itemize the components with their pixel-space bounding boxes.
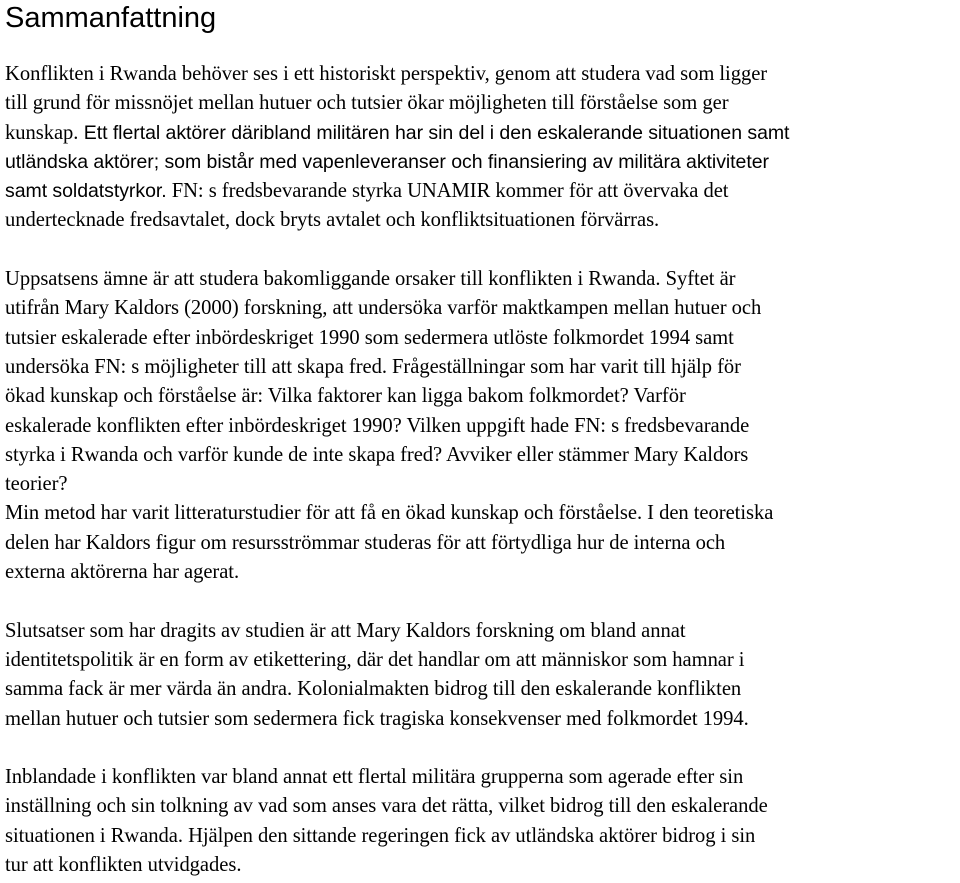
text-line: Slutsatser som har dragits av studien är att Mary Kaldors forskning om bland annat xyxy=(5,619,686,642)
text-line xyxy=(5,119,955,148)
text-line: ökad kunskap och förståelse är: Vilka faktorer kan ligga bakom folkmordet? Varför xyxy=(5,385,686,408)
paragraph-2 xyxy=(5,265,955,587)
text-line: Min metod har varit litteraturstudier för att få en ökad kunskap och förståelse. I den teoretiska xyxy=(5,502,774,525)
text-line xyxy=(5,177,955,206)
text-line: utländska aktörer; som bistår med vapenleveranser och finansiering av militära aktiviteter xyxy=(5,150,769,173)
text-line: teorier? xyxy=(5,473,68,496)
text-line: styrka i Rwanda och varför kunde de inte skapa fred? Avviker eller stämmer Mary Kaldors xyxy=(5,443,749,466)
document-body xyxy=(5,60,955,880)
text-line: situationen i Rwanda. Hjälpen den sittande regeringen fick av utländska aktörer bidrog i sin xyxy=(5,824,756,847)
text-run: samt soldatstyrkor. xyxy=(5,180,167,203)
text-line: externa aktörerna har agerat. xyxy=(5,561,240,584)
text-line: Uppsatsens ämne är att studera bakomliggande orsaker till konflikten i Rwanda. Syftet är xyxy=(5,268,736,291)
paragraph-spacer xyxy=(5,587,955,616)
text-line: undersöka FN: s möjligheter till att skapa fred. Frågeställningar som har varit till hjälp för xyxy=(5,355,741,378)
paragraph-1 xyxy=(5,60,955,236)
paragraph-3 xyxy=(5,617,955,734)
text-line: identitetspolitik är en form av etikettering, där det handlar om att människor som hamnar i xyxy=(5,648,745,671)
text-line: inställning och sin tolkning av vad som anses vara det rätta, vilket bidrog till den eskalerande xyxy=(5,795,768,818)
paragraph-spacer xyxy=(5,734,955,763)
text-line: till grund för missnöjet mellan hutuer och tutsier ökar möjligheten till förståelse som ger xyxy=(5,92,729,115)
text-run: kunskap. xyxy=(5,121,79,144)
text-line: delen har Kaldors figur om resursströmmar studeras för att förtydliga hur de interna och xyxy=(5,531,726,554)
text-line: eskalerade konflikten efter inbördeskriget 1990? Vilken uppgift hade FN: s fredsbevarande xyxy=(5,414,750,437)
paragraph-spacer xyxy=(5,236,955,265)
paragraph-4 xyxy=(5,763,955,880)
text-run: FN: s fredsbevarande styrka UNAMIR kommer för att övervaka det xyxy=(166,180,729,203)
document-page xyxy=(5,0,955,880)
text-line: tur att konflikten utvidgades. xyxy=(5,854,242,877)
text-line: samma fack är mer värda än andra. Kolonialmakten bidrog till den eskalerande konflikten xyxy=(5,678,742,701)
text-line: undertecknade fredsavtalet, dock bryts avtalet och konfliktsituationen förvärras. xyxy=(5,209,660,232)
text-line: Konflikten i Rwanda behöver ses i ett historiskt perspektiv, genom att studera vad som ligger xyxy=(5,63,768,85)
text-line: tutsier eskalerade efter inbördeskriget 1990 som sedermera utlöste folkmordet 1994 samt xyxy=(5,326,734,349)
text-line: Inblandade i konflikten var bland annat ett flertal militära grupperna som agerade efter sin xyxy=(5,766,744,789)
text-line: utifrån Mary Kaldors (2000) forskning, att undersöka varför maktkampen mellan hutuer och xyxy=(5,297,762,320)
text-line: mellan hutuer och tutsier som sedermera fick tragiska konsekvenser med folkmordet 1994. xyxy=(5,707,749,730)
page-title: Sammanfattning xyxy=(5,2,217,34)
text-run: Ett flertal aktörer däribland militären har sin del i den eskalerande situationen samt xyxy=(78,121,790,144)
